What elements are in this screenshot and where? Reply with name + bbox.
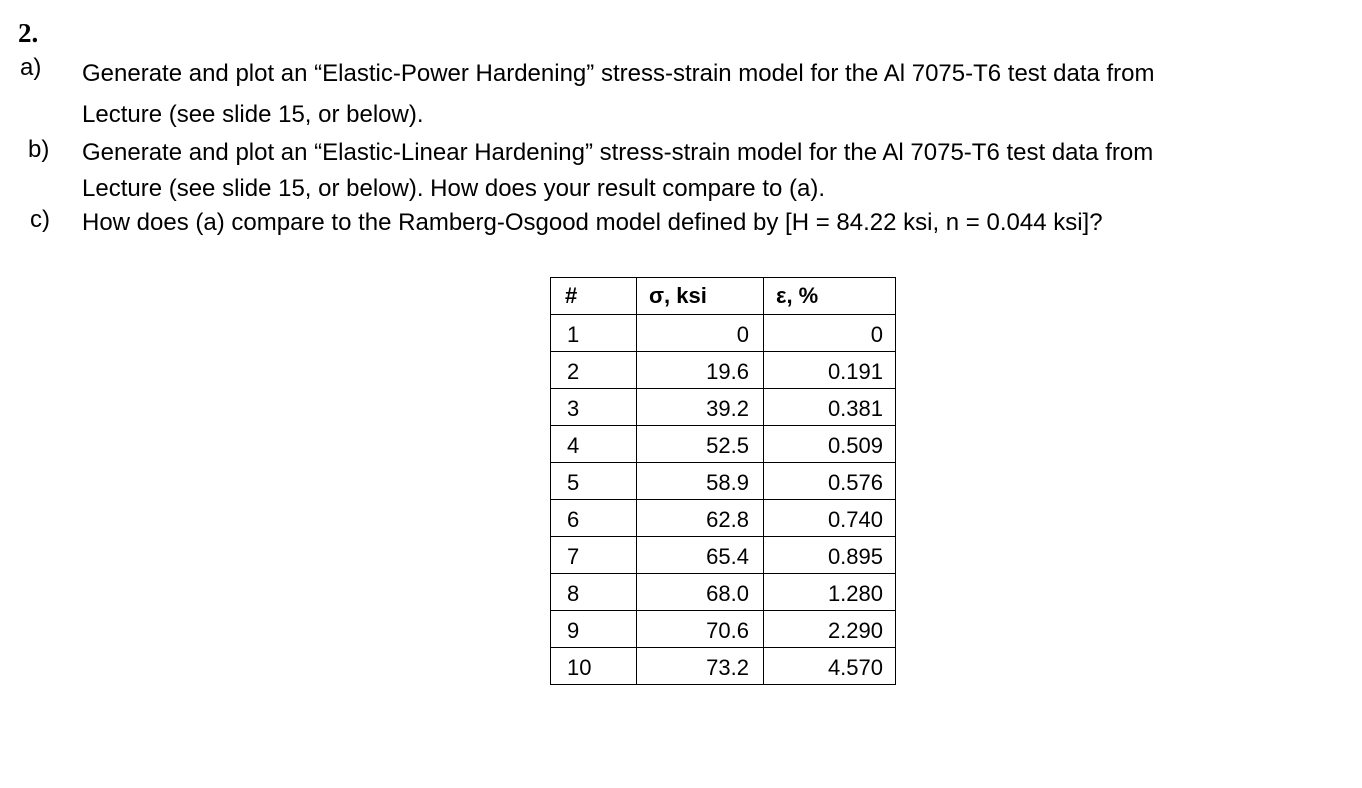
cell-strain: 0.740 (764, 500, 896, 537)
table-row (551, 389, 896, 426)
table-row (551, 648, 896, 685)
header-strain: ε, % (764, 278, 896, 315)
part-c-letter: c) (30, 206, 50, 233)
part-a-line-2: Lecture (see slide 15, or below). (82, 101, 424, 128)
cell-number: 5 (551, 463, 637, 500)
table-row (551, 500, 896, 537)
cell-stress: 52.5 (637, 426, 764, 463)
part-a-text (82, 53, 1342, 135)
cell-stress: 73.2 (637, 648, 764, 685)
table-row (551, 352, 896, 389)
cell-stress: 19.6 (637, 352, 764, 389)
part-b-line-2: Lecture (see slide 15, or below). How does your result compare to (a). (82, 175, 826, 202)
cell-stress: 65.4 (637, 537, 764, 574)
cell-strain: 0.191 (764, 352, 896, 389)
cell-stress: 62.8 (637, 500, 764, 537)
cell-strain: 0.576 (764, 463, 896, 500)
header-stress: σ, ksi (637, 278, 764, 315)
problem-number: 2. (18, 18, 39, 48)
part-c-text (82, 205, 1342, 241)
part-b-text (82, 135, 1342, 207)
cell-strain: 0.895 (764, 537, 896, 574)
cell-number: 9 (551, 611, 637, 648)
table-row (551, 611, 896, 648)
cell-strain: 4.570 (764, 648, 896, 685)
cell-strain: 0 (764, 315, 896, 352)
cell-number: 8 (551, 574, 637, 611)
cell-strain: 0.381 (764, 389, 896, 426)
cell-stress: 70.6 (637, 611, 764, 648)
cell-number: 7 (551, 537, 637, 574)
header-number: # (551, 278, 637, 315)
cell-strain: 0.509 (764, 426, 896, 463)
table-header-row (551, 278, 896, 315)
table-row (551, 463, 896, 500)
cell-number: 10 (551, 648, 637, 685)
cell-number: 4 (551, 426, 637, 463)
cell-number: 3 (551, 389, 637, 426)
part-b-letter: b) (28, 136, 50, 163)
part-b-line-1: Generate and plot an “Elastic-Linear Hardening” stress-strain model for the Al 7075-T6 test data from (82, 139, 1154, 166)
cell-stress: 0 (637, 315, 764, 352)
part-a-line-1: Generate and plot an “Elastic-Power Hardening” stress-strain model for the Al 7075-T6 test data from (82, 60, 1155, 87)
part-c-line-1: How does (a) compare to the Ramberg-Osgood model defined by [H = 84.22 ksi, n = 0.044 ksi]? (82, 209, 1103, 236)
cell-stress: 58.9 (637, 463, 764, 500)
cell-number: 1 (551, 315, 637, 352)
cell-stress: 68.0 (637, 574, 764, 611)
data-table (550, 277, 896, 685)
cell-stress: 39.2 (637, 389, 764, 426)
part-a-letter: a) (20, 54, 42, 81)
table-row (551, 315, 896, 352)
table-row (551, 537, 896, 574)
table-row (551, 426, 896, 463)
table-row (551, 574, 896, 611)
cell-number: 6 (551, 500, 637, 537)
cell-strain: 2.290 (764, 611, 896, 648)
cell-number: 2 (551, 352, 637, 389)
cell-strain: 1.280 (764, 574, 896, 611)
